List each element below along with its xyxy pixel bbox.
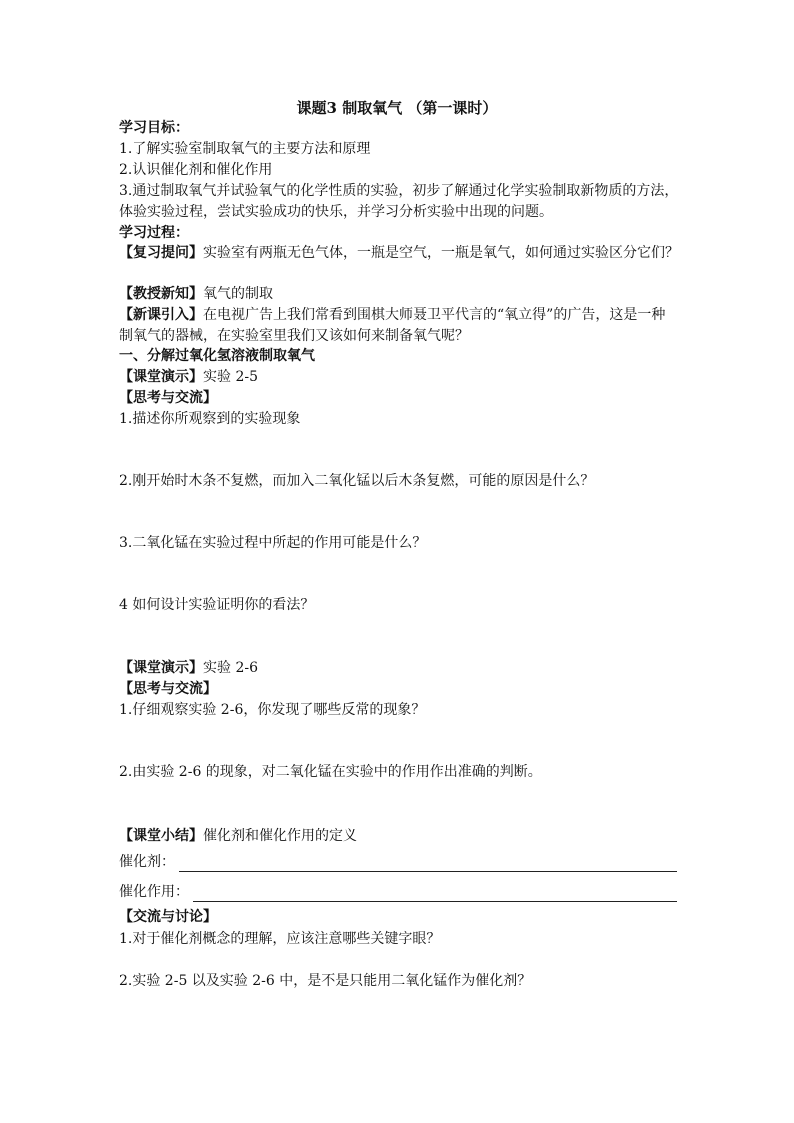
catalysis-answer-line[interactable]: [193, 885, 677, 902]
summary-tag: 【课堂小结】: [119, 828, 203, 844]
question-item: 2.由实验 2-6 的现象，对二氧化锰在实验中的作用作出准确的判断。: [119, 764, 542, 780]
demo-text: 实验 2-6: [203, 660, 258, 676]
demo-text: 实验 2-5: [203, 369, 258, 385]
teach-tag: 【教授新知】: [119, 286, 203, 302]
section-heading: 一、分解过氧化氢溶液制取氧气: [119, 348, 315, 364]
demo-tag: 【课堂演示】: [119, 369, 203, 385]
process-heading: 学习过程：: [119, 225, 189, 241]
catalysis-definition-row: [119, 882, 677, 902]
question-item: 4 如何设计实验证明你的看法？: [119, 597, 315, 613]
objective-item: 3.通过制取氧气并试验氧气的化学性质的实验，初步了解通过化学实验制取新物质的方法，: [119, 183, 679, 199]
review-tag: 【复习提问】: [119, 245, 203, 261]
demo-1: [119, 367, 258, 387]
demo-2: [119, 658, 258, 678]
review-text: 实验室有两瓶无色气体，一瓶是空气，一瓶是氧气，如何通过实验区分它们？: [203, 245, 679, 261]
catalyst-answer-line[interactable]: [179, 855, 677, 872]
summary: [119, 826, 357, 846]
teach-new: [119, 284, 273, 304]
intro-tag: 【新课引入】: [119, 307, 203, 323]
intro-text: 在电视广告上我们常看到围棋大师聂卫平代言的“氧立得”的广告，这是一种: [203, 307, 666, 323]
teach-text: 氧气的制取: [203, 286, 273, 302]
discuss-question: 1.对于催化剂概念的理解，应该注意哪些关键字眼？: [119, 931, 441, 947]
think-tag: 【思考与交流】: [119, 390, 217, 406]
question-item: 1.仔细观察实验 2-6，你发现了哪些反常的现象？: [119, 702, 426, 718]
review-question: [119, 243, 679, 263]
intro-line-2: 制氧气的器械，在实验室里我们又该如何来制备氧气呢？: [119, 328, 469, 344]
objective-item: 2.认识催化剂和催化作用: [119, 162, 273, 178]
catalyst-label: 催化剂：: [119, 854, 175, 870]
question-item: 3.二氧化锰在实验过程中所起的作用可能是什么？: [119, 535, 427, 551]
catalyst-definition-row: [119, 852, 677, 872]
question-item: 1.描述你所观察到的实验现象: [119, 411, 301, 427]
summary-text: 催化剂和催化作用的定义: [203, 828, 357, 844]
intro-line-1: [119, 305, 665, 325]
discuss-tag: 【交流与讨论】: [119, 909, 217, 925]
objective-item: 1.了解实验室制取氧气的主要方法和原理: [119, 141, 371, 157]
think-tag: 【思考与交流】: [119, 681, 217, 697]
objectives-heading: 学习目标：: [119, 120, 189, 136]
discuss-question: 2.实验 2-5 以及实验 2-6 中，是不是只能用二氧化锰作为催化剂？: [119, 973, 532, 989]
objective-item-continued: 体验实验过程，尝试实验成功的快乐，并学习分析实验中出现的问题。: [119, 204, 553, 220]
demo-tag: 【课堂演示】: [119, 660, 203, 676]
catalysis-label: 催化作用：: [119, 884, 189, 900]
page-title: 课题3 制取氧气 （第一课时）: [296, 99, 498, 117]
question-item: 2.刚开始时木条不复燃，而加入二氧化锰以后木条复燃，可能的原因是什么？: [119, 473, 595, 489]
